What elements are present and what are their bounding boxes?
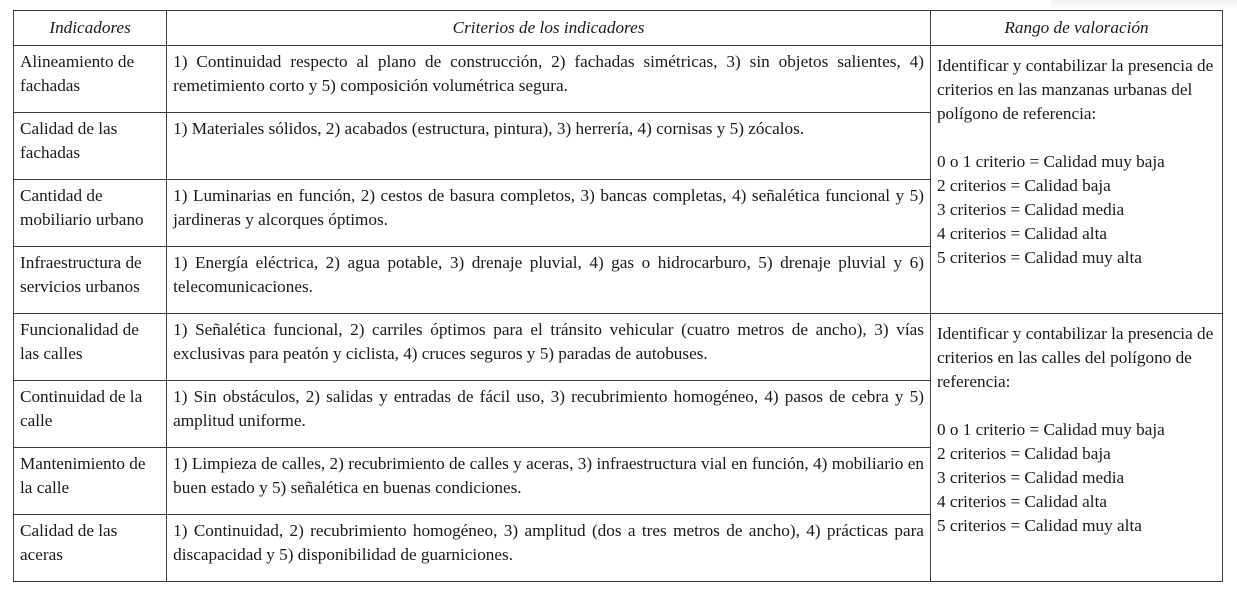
rating-scale-item: 4 criterios = Calidad alta <box>936 224 1107 243</box>
criteria-cell: 1) Continuidad respecto al plano de construcción, 2) fachadas simétricas, 3) sin objetos salientes, 4) remetimiento corto y 5) composición volumétrica segura. <box>167 46 931 113</box>
rating-scale-item: 3 criterios = Calidad media <box>936 468 1125 487</box>
top-edge-shadow <box>1050 0 1237 9</box>
rating-scale-item: 0 o 1 criterio = Calidad muy baja <box>936 420 1165 439</box>
rating-scale-item: 0 o 1 criterio = Calidad muy baja <box>936 152 1165 171</box>
rating-scale-item: 4 criterios = Calidad alta <box>936 492 1107 511</box>
indicator-cell: Continuidad de la calle <box>14 381 167 448</box>
criteria-cell: 1) Materiales sólidos, 2) acabados (estructura, pintura), 3) herrería, 4) cornisas y 5) zócalos. <box>167 113 931 180</box>
criteria-cell: 1) Luminarias en función, 2) cestos de basura completos, 3) bancas completas, 4) señalética funcional y 5) jardineras y alcorques óptimos. <box>167 180 931 247</box>
rating-scale-item: 2 criterios = Calidad baja <box>936 444 1111 463</box>
rating-scale-item: 2 criterios = Calidad baja <box>936 176 1111 195</box>
indicator-cell: Calidad de las aceras <box>14 515 167 582</box>
rating-scale <box>937 418 1216 538</box>
indicator-cell: Alineamiento de fachadas <box>14 46 167 113</box>
criteria-cell: 1) Señalética funcional, 2) carriles óptimos para el tránsito vehicular (cuatro metros de ancho), 3) vías exclusivas para peatón y ciclista, 4) cruces seguros y 5) paradas de autobuses. <box>167 314 931 381</box>
indicator-cell: Calidad de las fachadas <box>14 113 167 180</box>
header-criterios: Criterios de los indicadores <box>167 11 931 46</box>
table-row <box>14 314 1223 381</box>
criteria-cell: 1) Limpieza de calles, 2) recubrimiento de calles y aceras, 3) infraestructura vial en función, 4) mobiliario en buen estado y 5) señalética en buenas condiciones. <box>167 448 931 515</box>
rating-range-intro: Identificar y contabilizar la presencia de criterios en las manzanas urbanas del polígono de referencia: <box>936 56 1214 123</box>
rating-scale-item: 3 criterios = Calidad media <box>936 200 1125 219</box>
indicators-table <box>13 10 1223 582</box>
rating-range-cell-streets <box>930 314 1222 582</box>
criteria-cell: 1) Continuidad, 2) recubrimiento homogéneo, 3) amplitud (dos a tres metros de ancho), 4) prácticas para discapacidad y 5) disponibilidad de guarniciones. <box>167 515 931 582</box>
criteria-cell: 1) Energía eléctrica, 2) agua potable, 3) drenaje pluvial, 4) gas o hidrocarburo, 5) drenaje pluvial y 6) telecomunicaciones. <box>167 247 931 314</box>
indicator-cell: Funcionalidad de las calles <box>14 314 167 381</box>
indicators-table-container <box>13 10 1223 582</box>
header-rango: Rango de valoración <box>930 11 1222 46</box>
table-row <box>14 46 1223 113</box>
criteria-cell: 1) Sin obstáculos, 2) salidas y entradas de fácil uso, 3) recubrimiento homogéneo, 4) pasos de cebra y 5) amplitud uniforme. <box>167 381 931 448</box>
indicator-cell: Mantenimiento de la calle <box>14 448 167 515</box>
table-header-row <box>14 11 1223 46</box>
indicator-cell: Infraestructura de servicios urbanos <box>14 247 167 314</box>
indicator-cell: Cantidad de mobiliario urbano <box>14 180 167 247</box>
header-indicadores: Indicadores <box>14 11 167 46</box>
rating-scale <box>937 150 1216 270</box>
rating-range-intro: Identificar y contabilizar la presencia de criterios en las calles del polígono de referencia: <box>936 324 1214 391</box>
rating-scale-item: 5 criterios = Calidad muy alta <box>936 248 1142 267</box>
rating-range-cell-blocks <box>930 46 1222 314</box>
rating-scale-item: 5 criterios = Calidad muy alta <box>936 516 1142 535</box>
